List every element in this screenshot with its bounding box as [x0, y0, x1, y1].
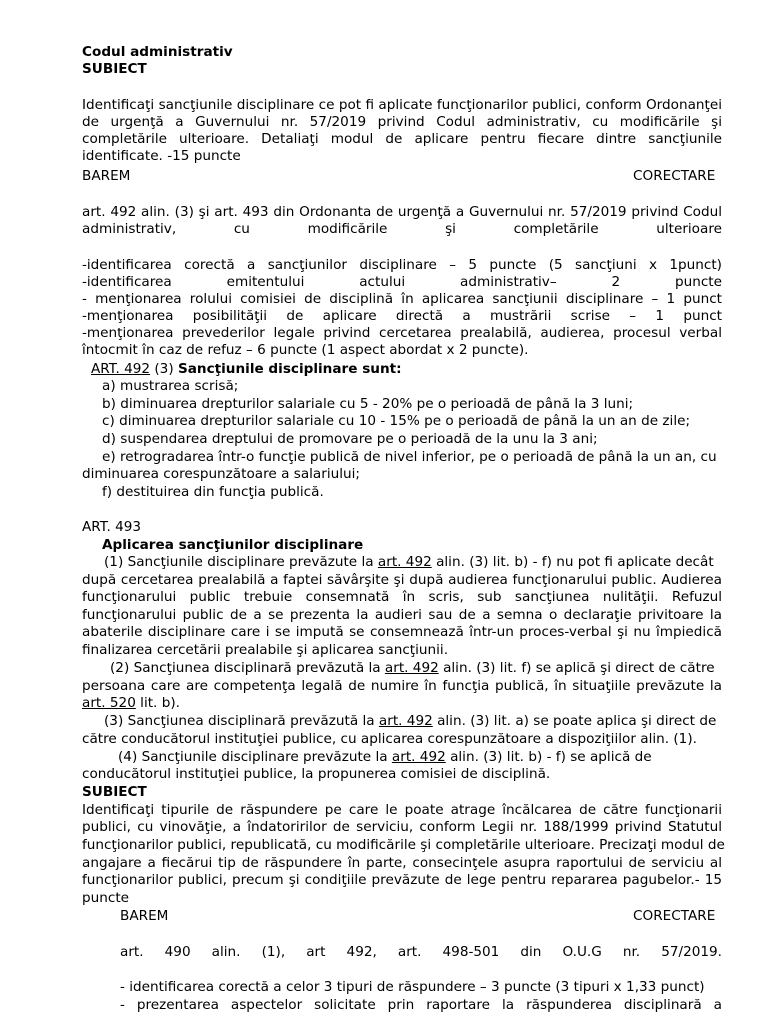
criteria-4: -menţionarea posibilităţii de aplicare directă a mustrării scrise – 1 punct: [82, 308, 722, 324]
subject2-criteria-2: - prezentarea aspectelor solicitate prin raportare la răspunderea disciplinară a: [120, 997, 722, 1013]
art493-p1-line-3: funcţionarului public trebuie consemnată în scris, sub sancţiunea nulităţii. Refuzul: [82, 589, 722, 605]
art493-p2-line-1: (2) Sancţiunea disciplinară prevăzută la art. 492 alin. (3) lit. f) se aplică şi direct de către: [110, 660, 715, 676]
art492-link[interactable]: art. 492: [378, 713, 433, 729]
art492-link[interactable]: art. 492: [384, 660, 439, 676]
corectare-label-1: CORECTARE: [633, 168, 716, 184]
art492-heading: ART. 492 (3) Sancţiunile disciplinare sunt:: [91, 361, 402, 377]
subject-heading-2: SUBIECT: [82, 784, 147, 800]
barem-label-1: BAREM: [82, 168, 131, 184]
art493-p2-line-2: persoana care are competenţa legală de numire în funcţia publică, în situaţiile prevăzute la: [82, 678, 722, 694]
art520-link[interactable]: art. 520: [82, 695, 136, 711]
subject2-line-3: funcţionarilor publici, republicată, cu modificările şi completările ulterioare. Precizaţi modul de: [82, 837, 725, 853]
subject-heading-1: SUBIECT: [82, 61, 147, 77]
art493-title: Aplicarea sancţiunilor disciplinare: [102, 537, 364, 553]
law-reference-line-1: art. 492 alin. (3) şi art. 493 din Ordonanta de urgenţă a Guvernului nr. 57/2019 privind Codul: [82, 204, 722, 220]
sanction-f: f) destituirea din funcţia publică.: [102, 484, 324, 500]
art493-p1-line-6: finalizarea cercetării prealabile şi aplicarea sancţiunii.: [82, 642, 449, 658]
sanction-d: d) suspendarea dreptului de promovare pe o perioadă de la unu la 3 ani;: [102, 431, 598, 447]
criteria-2: -identificarea emitentului actului administrativ– 2 puncte: [82, 274, 722, 290]
sanction-c: c) diminuarea drepturilor salariale cu 10 - 15% pe o perioadă de până la un an de zile;: [102, 413, 691, 429]
art493-p2-line-3: art. 520 lit. b).: [82, 695, 180, 711]
subject2-line-2: publici, cu vinovăţie, a îndatoririlor de serviciu, conform Legii nr. 188/1999 privind Statutul: [82, 819, 722, 835]
art493-p3-line-1: (3) Sancţiunea disciplinară prevăzută la art. 492 alin. (3) lit. a) se poate aplica şi direct de: [104, 713, 717, 729]
criteria-5: -menţionarea prevederilor legale privind cercetarea prealabilă, audierea, procesul verbal: [82, 325, 722, 341]
art493-p1-line-5: abaterile disciplinare care i se impută se consemnează într-un proces-verbal şi nu împiedică: [82, 624, 722, 640]
art493-label: ART. 493: [82, 519, 142, 535]
subject1-line-3: completările ulterioare. Detaliaţi modul de aplicare pentru fiecare dintre sancţiunile: [82, 131, 722, 147]
corectare-label-2: CORECTARE: [633, 908, 716, 924]
art493-p4-line-2: conducătorul instituţiei publice, la propunerea comisiei de disciplină.: [82, 766, 551, 782]
subject2-criteria-1: - identificarea corectă a celor 3 tipuri de răspundere – 3 puncte (3 tipuri x 1,33 punct): [120, 979, 705, 995]
art492-link[interactable]: art. 492: [377, 554, 432, 570]
art492-link[interactable]: ART. 492: [91, 361, 151, 377]
subject1-line-1: Identificaţi sancţiunile disciplinare ce pot fi aplicate funcţionarilor publici, conform Ordonanţei: [82, 97, 722, 113]
subject2-law-reference: art. 490 alin. (1), art 492, art. 498-501 din O.U.G nr. 57/2019.: [120, 944, 722, 960]
document-title: Codul administrativ: [82, 44, 233, 60]
subject2-line-4: angajare a fiecărui tip de răspundere în parte, consecinţele asupra raportului de serviciu al: [82, 855, 722, 871]
art492-title: Sancţiunile disciplinare sunt:: [177, 361, 402, 377]
sanction-b: b) diminuarea drepturilor salariale cu 5 - 20% pe o perioadă de până la 3 luni;: [102, 396, 634, 412]
sanction-e-line-2: diminuarea corespunzătoare a salariului;: [82, 466, 360, 482]
art493-p1-line-2: după cercetarea prealabilă a faptei săvârşite şi după audierea funcţionarului public. Audierea: [82, 572, 722, 588]
subject1-line-4: identificate. -15 puncte: [82, 148, 241, 164]
sanction-e-line-1: e) retrogradarea într-o funcţie publică de nivel inferior, pe o perioadă de până la un an, cu: [102, 449, 717, 465]
subject2-line-6: puncte: [82, 890, 130, 906]
art492-link[interactable]: art. 492: [391, 749, 446, 765]
subject2-line-5: funcţionarilor publici, precum şi condiţiile prevăzute de lege pentru repararea pagubelor.- 15: [82, 872, 722, 888]
subject1-line-2: de urgenţă a Guvernului nr. 57/2019 privind Codul administrativ, cu modificările şi: [82, 114, 722, 130]
subject2-line-1: Identificaţi tipurile de răspundere pe care le poate atrage încălcarea de către funcţionarii: [82, 802, 722, 818]
art493-p1-line-4: funcţionarului public de a se prezenta la audieri sau de a semna o declaraţie privitoare la: [82, 607, 722, 623]
art493-p1-line-1: (1) Sancţiunile disciplinare prevăzute la art. 492 alin. (3) lit. b) - f) nu pot fi aplicate decât: [104, 554, 714, 570]
barem-label-2: BAREM: [120, 908, 169, 924]
law-reference-line-2: administrativ, cu modificările şi completările ulterioare: [82, 221, 722, 237]
art493-p3-line-2: către conducătorul instituţiei publice, cu aplicarea corespunzătoare a dispoziţiilor alin. (1).: [82, 731, 697, 747]
criteria-6: întocmit în caz de refuz – 6 puncte (1 aspect abordat x 2 puncte).: [82, 342, 529, 358]
criteria-3: - menţionarea rolului comisiei de disciplină în aplicarea sancţiunii disciplinare – 1 punct: [82, 291, 722, 307]
sanction-a: a) mustrarea scrisă;: [102, 378, 239, 394]
criteria-1: -identificarea corectă a sancţiunilor disciplinare – 5 puncte (5 sancţiuni x 1punct): [82, 257, 722, 273]
art493-p4-line-1: (4) Sancţiunile disciplinare prevăzute la art. 492 alin. (3) lit. b) - f) se aplică de: [118, 749, 652, 765]
